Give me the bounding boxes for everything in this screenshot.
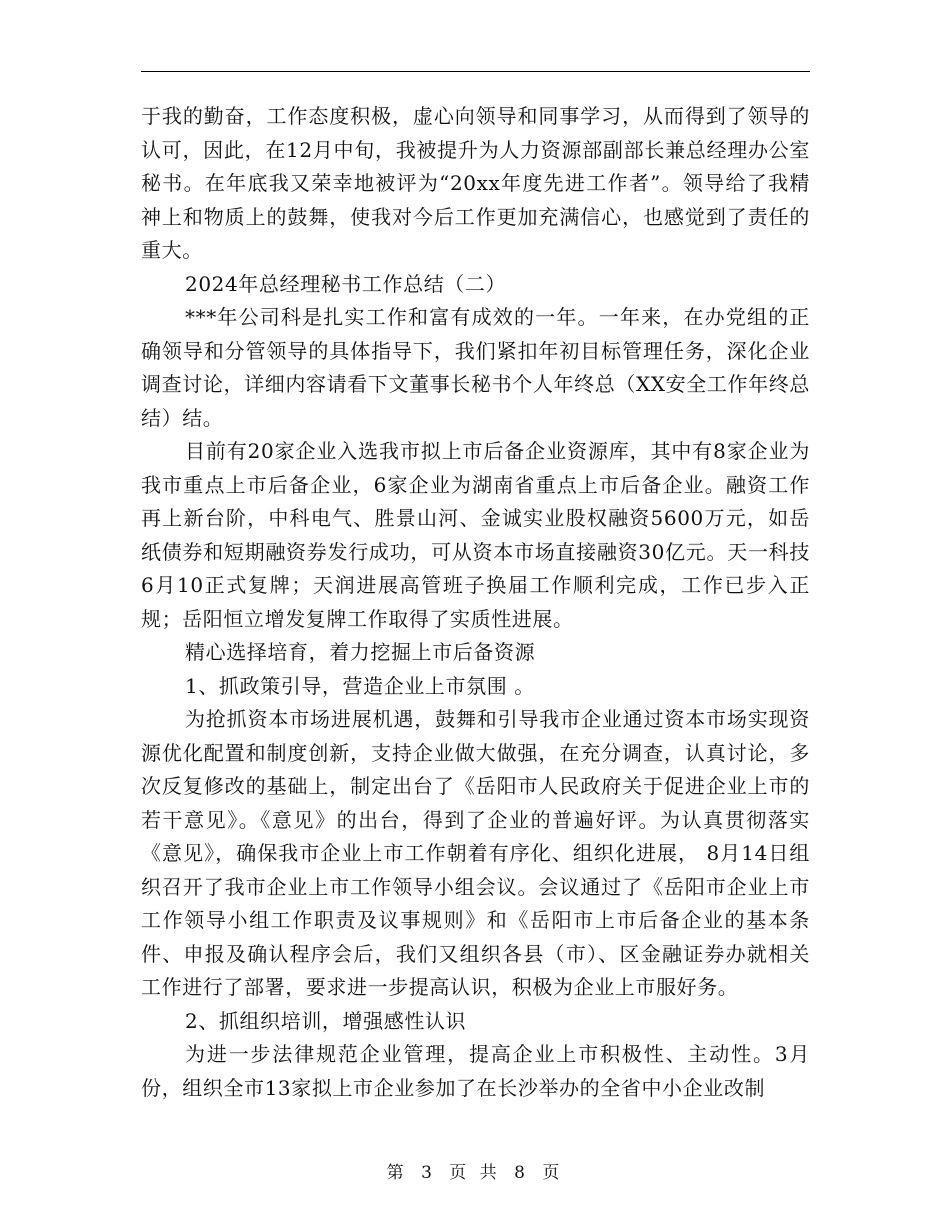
footer-page-number: 3	[421, 1163, 436, 1183]
subheading-3: 2、抓组织培训，增强感性认识	[185, 1008, 467, 1033]
paragraph-3: 目前有20家企业入选我市拟上市后备企业资源库，其中有8家企业为我市重点上市后备企业，6家企业为湖南省重点上市后备企业。融资工作再上新台阶，中科电气、胜景山河、金诚实业股权融资5600万元，如岳纸债券和短期融资券发行成功，可从资本市场直接融资30亿元。天一科技6月10正式复牌；天润进展高管班子换届工作顺利完成，工作已步入正规；岳阳恒立增发复牌工作取得了实质性进展。	[141, 439, 810, 631]
section-title: 2024年总经理秘书工作总结（二）	[185, 271, 507, 296]
header-rule	[141, 71, 810, 72]
subheading-2: 1、抓政策引导，营造企业上市氛围 。	[185, 673, 535, 698]
paragraph-5: 为进一步法律规范企业管理，提高企业上市积极性、主动性。3月份，组织全市13家拟上市企业参加了在长沙举办的全省中小企业改制	[141, 1042, 810, 1100]
page-footer	[0, 1158, 950, 1183]
footer-suffix: 页	[542, 1163, 564, 1183]
footer-mid: 页 共	[449, 1163, 501, 1183]
document-body	[141, 100, 810, 1105]
paragraph-4: 为抢抓资本市场进展机遇，鼓舞和引导我市企业通过资本市场实现资源优化配置和制度创新，支持企业做大做强，在充分调查，认真讨论，多次反复修改的基础上，制定出台了《岳阳市人民政府关于促进企业上市的若干意见》。《意见》的出台，得到了企业的普遍好评。为认真贯彻落实《意见》，确保我市企业上市工作朝着有序化、组织化进展， 8月14日组织召开了我市企业上市工作领导小组会议。会议通过了《岳阳市企业上市工作领导小组工作职责及议事规则》和《岳阳市上市后备企业的基本条件、申报及确认程序会后，我们又组织各县（市）、区金融证券办就相关工作进行了部署，要求进一步提高认识，积极为企业上市服好务。	[141, 707, 810, 999]
footer-total-pages: 8	[514, 1163, 529, 1183]
footer-prefix: 第	[386, 1163, 408, 1183]
subheading-1: 精心选择培育，着力挖掘上市后备资源	[185, 640, 536, 664]
paragraph-1: 于我的勤奋，工作态度积极，虚心向领导和同事学习，从而得到了领导的认可，因此，在12月中旬，我被提升为人力资源部副部长兼总经理办公室秘书。在年底我又荣幸地被评为“20xx年度先进工作者”。领导给了我精神上和物质上的鼓舞，使我对今后工作更加充满信心，也感觉到了责任的重大。	[141, 104, 810, 262]
paragraph-2: ***年公司科是扎实工作和富有成效的一年。一年来，在办党组的正确领导和分管领导的具体指导下，我们紧扣年初目标管理任务，深化企业调查讨论，详细内容请看下文董事长秘书个人年终总（XX安全工作年终总结）结。	[141, 305, 810, 430]
